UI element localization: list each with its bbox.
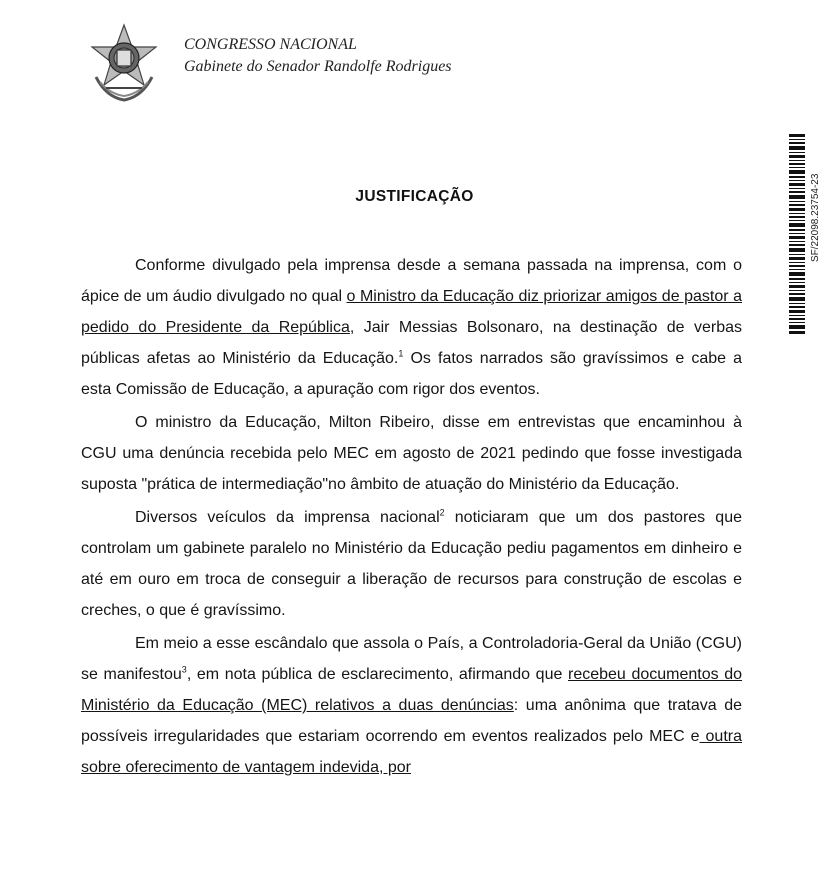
barcode-image — [789, 134, 805, 334]
justification-body — [81, 250, 742, 783]
section-title: JUSTIFICAÇÃO — [355, 188, 474, 205]
barcode-code: SF/22098.23754-23 — [810, 173, 821, 262]
paragraph-text: : uma anônima que tratava de possíveis irregularidades que estariam ocorrendo em eventos realizados pelo MEC e — [81, 697, 743, 745]
paragraph-text: Os fatos narrados são gravíssimos e cabe a esta Comissão de Educação, a apuração com rigor dos eventos. — [81, 350, 743, 398]
coat-of-arms-seal — [86, 22, 162, 104]
paragraph-1 — [81, 250, 742, 405]
paragraph-3 — [81, 502, 742, 626]
paragraph-text: Em meio a esse escândalo que assola o País, a Controladoria-Geral da União (CGU) se manifestou — [81, 635, 742, 683]
paragraph-text: , Jair Messias Bolsonaro, na destinação de verbas públicas afetas ao Ministério da Educação. — [81, 319, 742, 367]
paragraph-text: , em nota pública de esclarecimento, afirmando que — [186, 666, 568, 683]
paragraph-text: Conforme divulgado pela imprensa desde a semana passada na imprensa, com o ápice de um áudio divulgado no qual — [81, 257, 742, 305]
underlined-text: o Ministro da Educação diz priorizar amigos de pastor a pedido do Presidente da República — [81, 288, 742, 336]
paragraph-2: O ministro da Educação, Milton Ribeiro, disse em entrevistas que encaminhou à CGU uma denúncia recebida pelo MEC em agosto de 2021 pedindo que fosse investigada suposta "prática de intermediação"no âmbito de atuação do Ministério da Educação. — [81, 414, 742, 493]
paragraph-text: Diversos veículos da imprensa nacional — [135, 509, 440, 526]
header-congress-name: CONGRESSO NACIONAL — [184, 36, 357, 53]
document-header — [184, 34, 452, 78]
footnote-ref-2: 2 — [439, 507, 445, 518]
header-office-name: Gabinete do Senador Randolfe Rodrigues — [184, 58, 452, 75]
paragraph-4 — [81, 628, 742, 783]
paragraph-text: noticiaram que um dos pastores que controlam um gabinete paralelo no Ministério da Educação pediu pagamentos em dinheiro e até em ouro em troca de conseguir a liberação de recursos para construção de escolas e creches, o que é gravíssimo. — [81, 509, 742, 619]
underlined-text: recebeu documentos do Ministério da Educação (MEC) relativos a duas denúncias — [81, 666, 743, 714]
underlined-text: outra sobre oferecimento de vantagem indevida, por — [81, 728, 742, 776]
footnote-ref-3: 3 — [181, 664, 187, 675]
footnote-ref-1: 1 — [398, 348, 404, 359]
